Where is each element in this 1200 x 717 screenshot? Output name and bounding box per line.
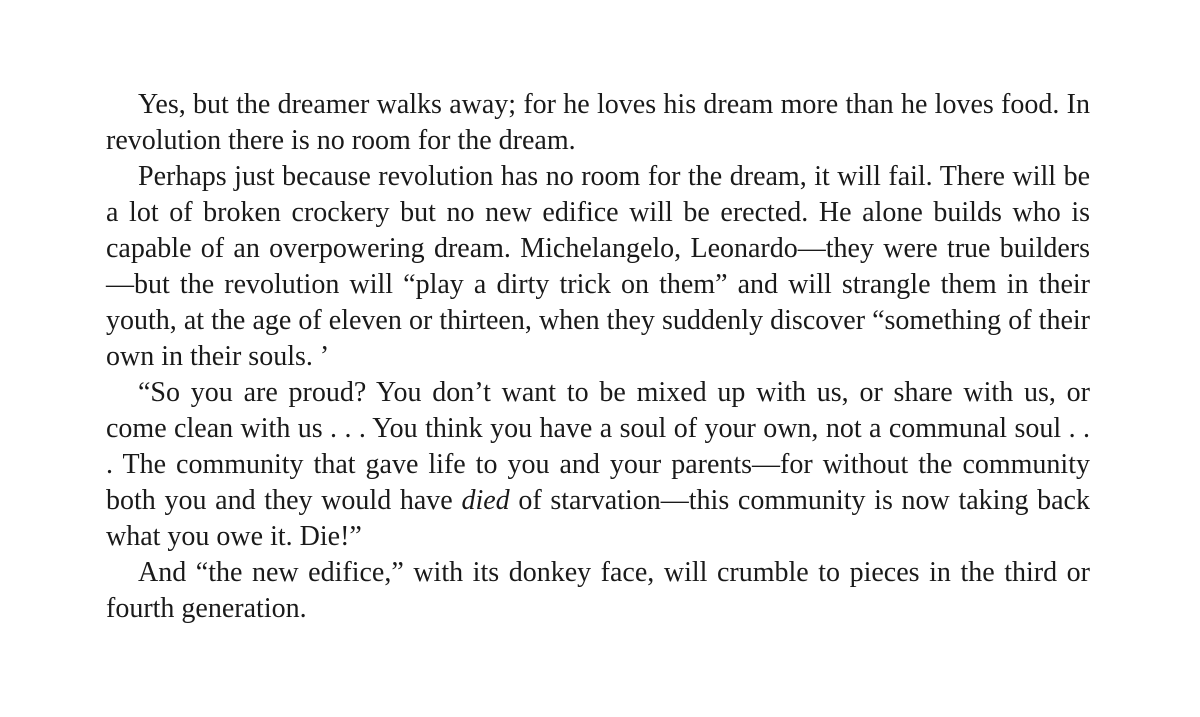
paragraph-4: And “the new edifice,” with its donkey face, will crumble to pieces in the third or fourth generation.	[106, 557, 1090, 624]
paragraph-2: Perhaps just because revolution has no room for the dream, it will fail. There will be a lot of broken crockery but no new edifice will be erected. He alone builds who is capable of an overpowering dream. Michelangelo, Leonardo—they were true builders—but the revolution will “play a dirty trick on them” and will strangle them in their youth, at the age of eleven or thirteen, when they suddenly discover “something of their own in their souls. ’	[106, 161, 1090, 372]
emphasized-word: died	[461, 485, 510, 516]
paragraph-3-text-before: “So you are proud? You don’t want to be mixed up with us, or share with us, or come clean with us . . . You think you have a soul of your own, not a communal soul . . . The community that gave life to you and your parents—for without the community both you and they would have	[106, 377, 1090, 516]
document-page	[106, 87, 1090, 627]
paragraph-3-text-after: of starvation—this community is now taking back what you owe it. Die!”	[106, 485, 1090, 552]
paragraph-1: Yes, but the dreamer walks away; for he loves his dream more than he loves food. In revolution there is no room for the dream.	[106, 89, 1090, 156]
paragraph-3	[106, 375, 1090, 555]
